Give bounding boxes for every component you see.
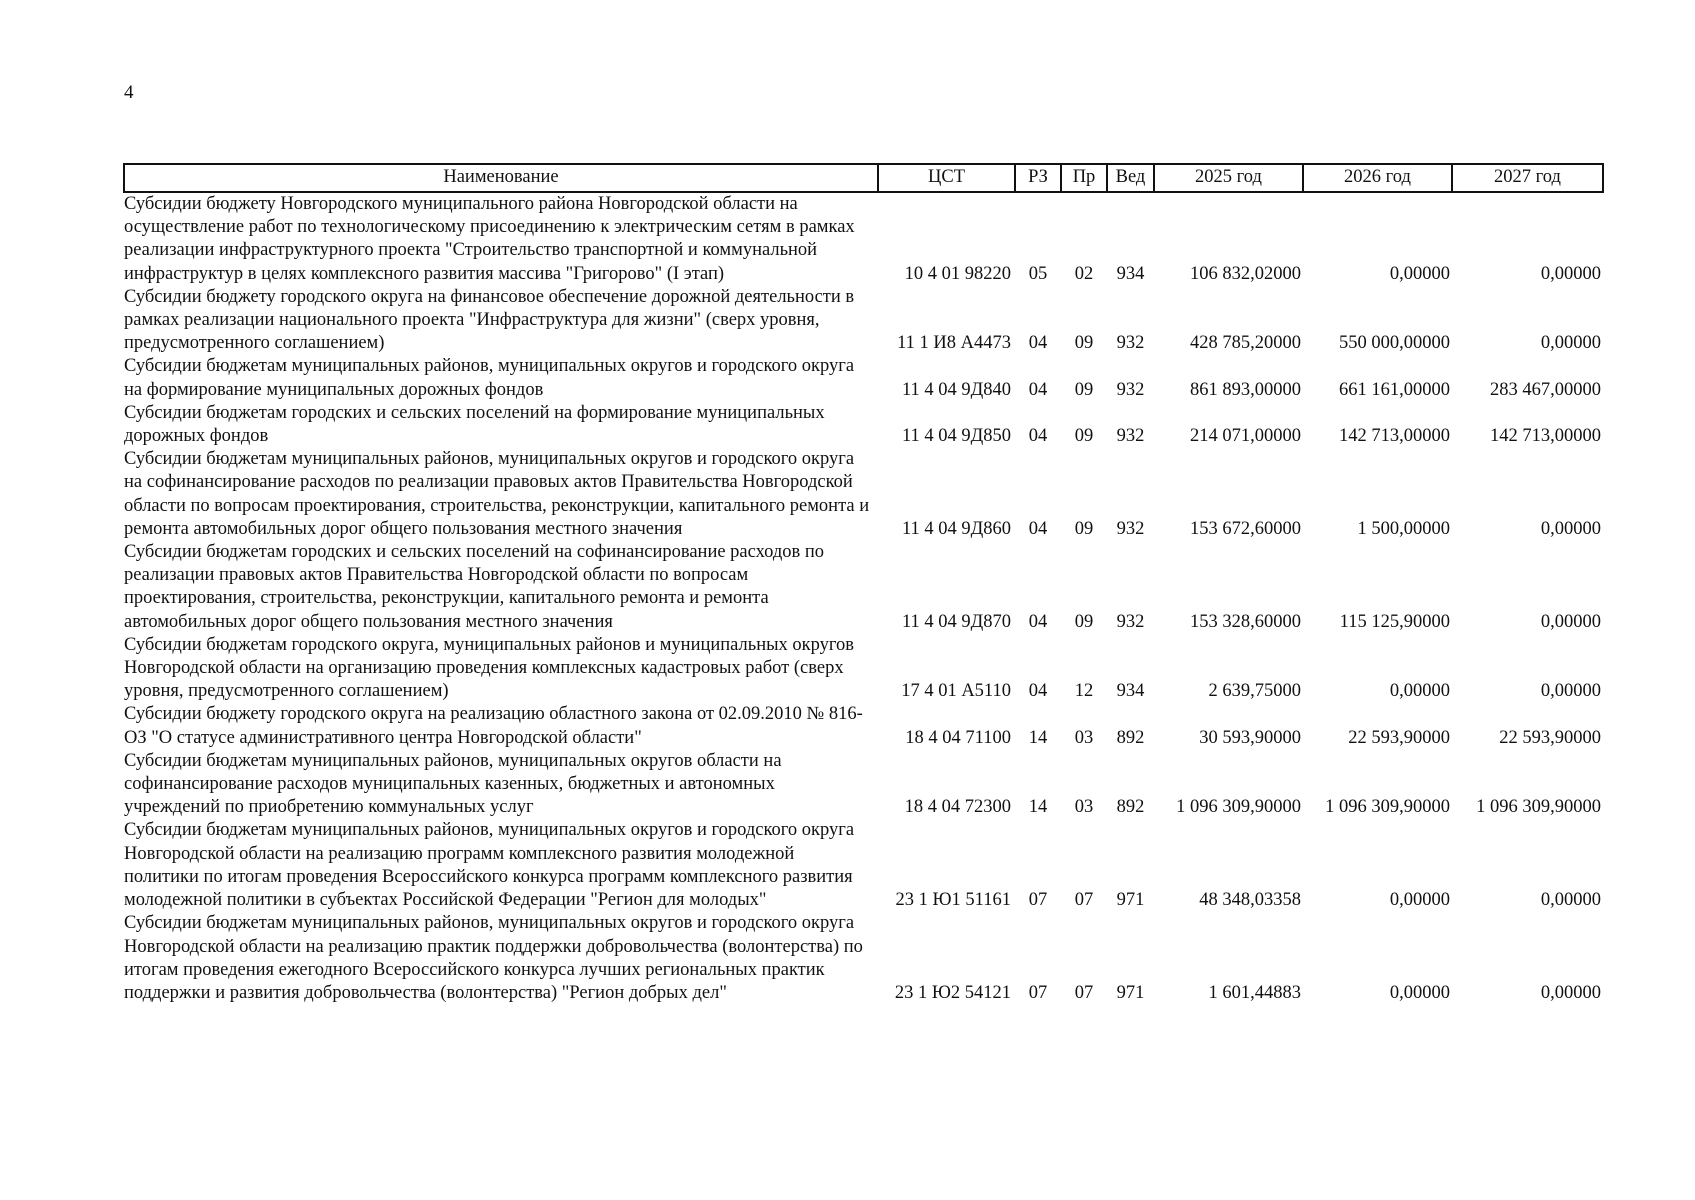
- row-cst: 23 1 Ю1 51161: [895, 890, 1011, 911]
- row-2025: 2 639,75000: [1208, 681, 1301, 702]
- header-2027: 2027 год: [1452, 164, 1603, 192]
- row-pr: 03: [1074, 727, 1094, 748]
- row-2026: 1 096 309,90000: [1325, 797, 1450, 818]
- row-2026: 0,00000: [1389, 263, 1450, 284]
- row-2026: 22 593,90000: [1348, 727, 1450, 748]
- row-cst: 11 4 04 9Д860: [901, 518, 1011, 539]
- row-2025: 1 601,44883: [1208, 982, 1301, 1003]
- row-rz: 04: [1028, 426, 1048, 447]
- row-ved: 971: [1116, 982, 1145, 1003]
- row-2025: 861 893,00000: [1190, 379, 1301, 400]
- row-pr: 03: [1074, 797, 1094, 818]
- table-row: [124, 750, 1603, 820]
- table-row: [124, 912, 1603, 1005]
- header-row: [124, 164, 1603, 192]
- row-2025: 1 096 309,90000: [1176, 797, 1301, 818]
- row-ved: 932: [1116, 611, 1145, 632]
- row-ved: 934: [1116, 681, 1145, 702]
- row-rz: 04: [1028, 681, 1048, 702]
- table-row: [124, 634, 1603, 704]
- row-rz: 14: [1028, 727, 1048, 748]
- row-2027: 1 096 309,90000: [1476, 797, 1601, 818]
- row-cst: 10 4 01 98220: [904, 263, 1011, 284]
- row-cst: 11 4 04 9Д840: [901, 379, 1011, 400]
- row-rz: 07: [1028, 982, 1048, 1003]
- row-pr: 07: [1074, 890, 1094, 911]
- row-rz: 04: [1028, 379, 1048, 400]
- row-name: Субсидии бюджетам городских и сельских поселений на софинансирование расходов по реализации правовых актов Правительства Новгородской области по вопросам проектирования, строительства, реконструкции, капитального ремонта и ремонта автомобильных дорог общего пользования местного значения: [124, 542, 825, 632]
- row-2027: 22 593,90000: [1499, 727, 1601, 748]
- row-rz: 04: [1028, 611, 1048, 632]
- table-row: [124, 355, 1603, 401]
- row-pr: 12: [1074, 681, 1094, 702]
- row-2027: 0,00000: [1540, 982, 1601, 1003]
- row-2025: 153 328,60000: [1190, 611, 1301, 632]
- row-ved: 932: [1116, 518, 1145, 539]
- row-pr: 09: [1074, 518, 1094, 539]
- row-name: Субсидии бюджетам городского округа, муниципальных районов и муниципальных округов Новгородской области на организацию проведения комплексных кадастровых работ (сверх уровня, предусмотренного соглашением): [124, 634, 855, 702]
- row-2027: 0,00000: [1540, 333, 1601, 354]
- row-2027: 0,00000: [1540, 263, 1601, 284]
- header-2025: 2025 год: [1154, 164, 1303, 192]
- header-ved: Вед: [1107, 164, 1154, 192]
- table-row: [124, 448, 1603, 541]
- row-2025: 214 071,00000: [1190, 426, 1301, 447]
- row-2026: 1 500,00000: [1357, 518, 1450, 539]
- row-2026: 115 125,90000: [1339, 611, 1450, 632]
- row-cst: 18 4 04 71100: [905, 727, 1011, 748]
- row-2027: 0,00000: [1540, 611, 1601, 632]
- row-rz: 04: [1028, 333, 1048, 354]
- row-2027: 142 713,00000: [1490, 426, 1601, 447]
- row-ved: 932: [1116, 379, 1145, 400]
- header-rz: РЗ: [1015, 164, 1061, 192]
- row-ved: 971: [1116, 890, 1145, 911]
- row-name: Субсидии бюджетам муниципальных районов, муниципальных округов и городского округа Новгородской области на реализацию программ комплексного развития молодежной политики по итогам проведения Всероссийского конкурса программ комплексного развития молодежной политики в субъектах Российской Федерации "Регион для молодых": [124, 820, 855, 911]
- row-2025: 48 348,03358: [1199, 890, 1301, 911]
- table-row: [124, 819, 1603, 912]
- row-cst: 11 1 И8 А4473: [897, 333, 1011, 354]
- row-ved: 892: [1116, 727, 1145, 748]
- row-2027: 0,00000: [1540, 518, 1601, 539]
- row-name: Субсидии бюджетам муниципальных районов, муниципальных округов области на софинансирование расходов муниципальных казенных, бюджетных и автономных учреждений по приобретению коммунальных услуг: [124, 750, 782, 818]
- row-name: Субсидии бюджетам городских и сельских поселений на формирование муниципальных дорожных фондов: [124, 402, 825, 447]
- row-2026: 0,00000: [1389, 681, 1450, 702]
- row-pr: 09: [1074, 611, 1094, 632]
- row-rz: 14: [1028, 797, 1048, 818]
- header-2026: 2026 год: [1303, 164, 1452, 192]
- row-ved: 932: [1116, 426, 1145, 447]
- row-ved: 932: [1116, 333, 1145, 354]
- row-cst: 11 4 04 9Д850: [901, 426, 1011, 447]
- row-2026: 0,00000: [1389, 982, 1450, 1003]
- row-2026: 661 161,00000: [1339, 379, 1450, 400]
- row-2025: 428 785,20000: [1190, 333, 1301, 354]
- row-2025: 153 672,60000: [1190, 518, 1301, 539]
- row-pr: 07: [1074, 982, 1094, 1003]
- header-cst: ЦСТ: [878, 164, 1015, 192]
- row-name: Субсидии бюджетам муниципальных районов, муниципальных округов и городского округа Новгородской области на реализацию практик поддержки добровольчества (волонтерства) по итогам проведения ежегодного Всероссийского конкурса лучших региональных практик поддержки и развития добровольчества (волонтерства) "Регион добрых дел": [124, 913, 863, 1003]
- table-body: [124, 192, 1603, 1005]
- row-name: Субсидии бюджету городского округа на финансовое обеспечение дорожной деятельности в рамках реализации национального проекта "Инфраструктура для жизни" (сверх уровня, предусмотренного соглашением): [124, 286, 855, 354]
- header-name: Наименование: [124, 164, 878, 192]
- row-name: Субсидии бюджету городского округа на реализацию областного закона от 02.09.2010 № 816-ОЗ "О статусе административного центра Новгородской области": [124, 704, 863, 748]
- row-pr: 02: [1074, 263, 1094, 284]
- row-rz: 04: [1028, 518, 1048, 539]
- table-header: [124, 164, 1603, 192]
- row-2025: 30 593,90000: [1199, 727, 1301, 748]
- row-pr: 09: [1074, 426, 1094, 447]
- row-rz: 05: [1028, 263, 1048, 284]
- row-cst: 11 4 04 9Д870: [901, 611, 1011, 632]
- row-2027: 283 467,00000: [1490, 379, 1601, 400]
- row-name: Субсидии бюджетам муниципальных районов, муниципальных округов и городского округа на софинансирование расходов по реализации правовых актов Правительства Новгородской области по вопросам проектирования, строительства, реконструкции, капитального ремонта и ремонта автомобильных дорог общего пользования местного значения: [124, 449, 870, 539]
- row-2027: 0,00000: [1540, 890, 1601, 911]
- row-cst: 23 1 Ю2 54121: [894, 982, 1011, 1003]
- row-name: Субсидии бюджету Новгородского муниципального района Новгородской области на осуществление работ по технологическому присоединению к электрическим сетям в рамках реализации инфраструктурного проекта "Строительство транспортной и коммунальной инфраструктур в целях комплексного развития массива "Григорово" (I этап): [124, 194, 855, 284]
- row-2026: 142 713,00000: [1339, 426, 1450, 447]
- row-2027: 0,00000: [1540, 681, 1601, 702]
- table-row: [124, 286, 1603, 356]
- table-row: [124, 402, 1603, 448]
- table-row: [124, 703, 1603, 749]
- row-ved: 892: [1116, 797, 1145, 818]
- row-2026: 550 000,00000: [1339, 333, 1450, 354]
- header-pr: Пр: [1061, 164, 1107, 192]
- table-row: [124, 541, 1603, 634]
- row-2026: 0,00000: [1389, 890, 1450, 911]
- row-ved: 934: [1116, 263, 1145, 284]
- budget-table: [123, 163, 1604, 1005]
- page-number: 4: [124, 82, 134, 103]
- row-pr: 09: [1074, 379, 1094, 400]
- table-row: [124, 192, 1603, 286]
- row-rz: 07: [1028, 890, 1048, 911]
- row-name: Субсидии бюджетам муниципальных районов, муниципальных округов и городского округа на формирование муниципальных дорожных фондов: [124, 356, 855, 400]
- row-2025: 106 832,02000: [1190, 263, 1301, 284]
- row-cst: 18 4 04 72300: [904, 797, 1011, 818]
- row-cst: 17 4 01 А5110: [901, 681, 1011, 702]
- row-pr: 09: [1074, 333, 1094, 354]
